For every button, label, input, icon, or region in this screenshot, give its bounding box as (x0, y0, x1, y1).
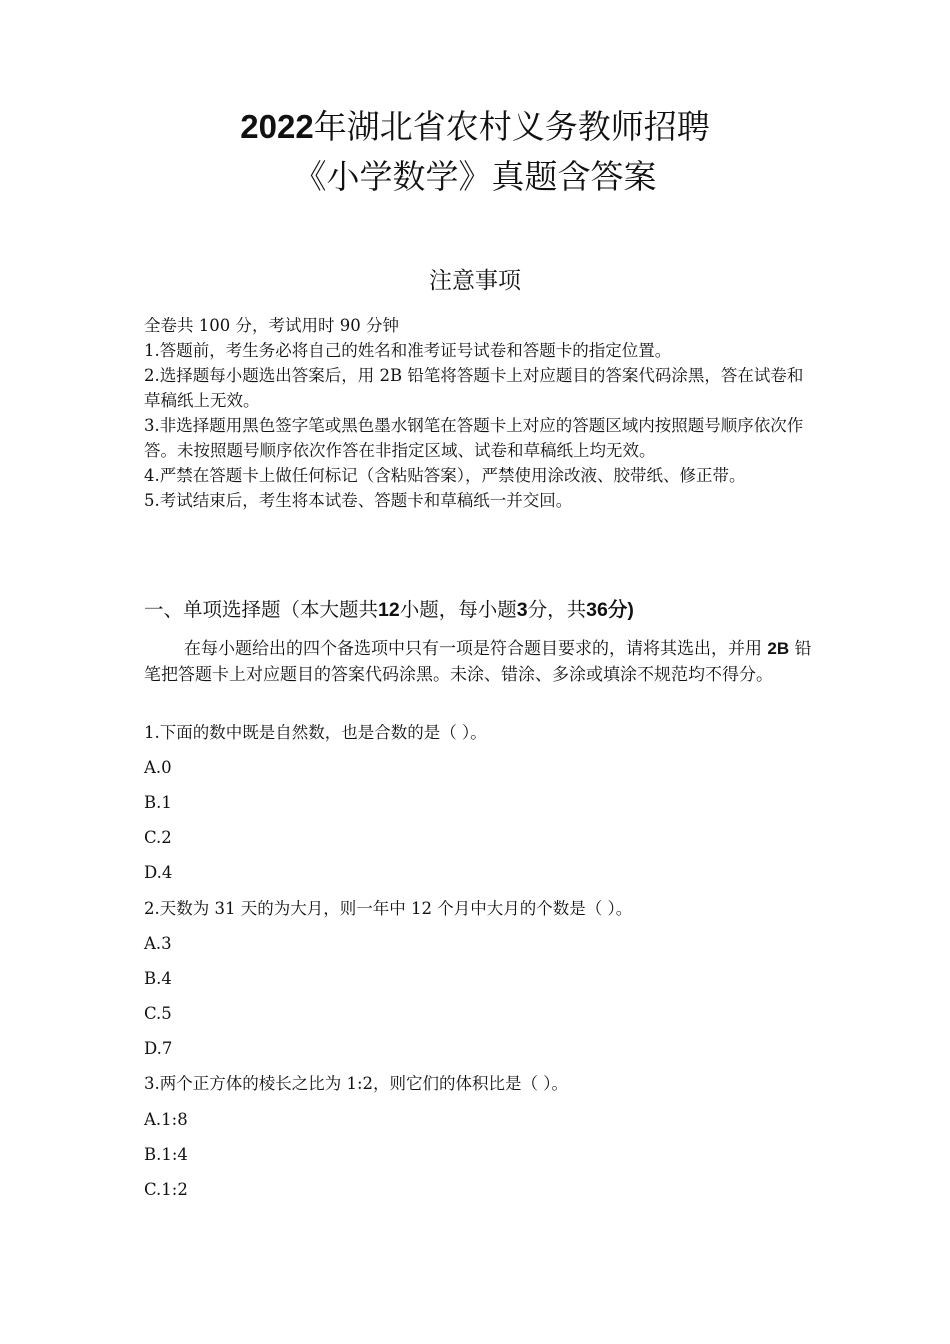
section-heading-text: 分) (607, 599, 634, 621)
total-points: 36 (586, 599, 608, 621)
document-title-line-1 (0, 107, 950, 147)
section-heading-text: 分，共 (527, 598, 587, 621)
question-3-option-b: B.1:4 (144, 1145, 188, 1164)
question-1-option-c: C.2 (144, 828, 172, 847)
notice-heading: 注意事项 (429, 268, 521, 294)
question-2-stem: 2.天数为 31 天的为大月，则一年中 12 个月中大月的个数是（ ）。 (144, 899, 633, 918)
title-year: 2022 (240, 108, 314, 145)
question-2-option-c: C.5 (144, 1004, 172, 1023)
section-heading-text: 小题，每小题 (399, 598, 517, 621)
question-2-option-d: D.7 (144, 1039, 173, 1058)
question-1-option-b: B.1 (144, 793, 172, 812)
question-1-stem: 1.下面的数中既是自然数，也是合数的是（ ）。 (144, 723, 487, 742)
section-heading-text: 一、单项选择题（本大题共 (144, 598, 379, 621)
points-per-question: 3 (516, 599, 528, 621)
question-2-option-b: B.4 (144, 969, 172, 988)
notice-list (144, 313, 814, 513)
notice-item: 3.非选择题用黑色签字笔或黑色墨水钢笔在答题卡上对应的答题区域内按照题号顺序依次作答。未按照题号顺序依次作答在非指定区域、试卷和草稿纸上均无效。 (144, 416, 804, 460)
question-1-option-a: A.0 (144, 758, 172, 777)
question-2-option-a: A.3 (144, 934, 172, 953)
title-line-1-text: 年湖北省农村义务教师招聘 (313, 107, 710, 146)
question-1-option-d: D.4 (144, 863, 173, 882)
document-title-line-2: 《小学数学》真题含答案 (293, 157, 657, 196)
question-3-stem: 3.两个正方体的棱长之比为 1:2，则它们的体积比是（ ）。 (144, 1074, 569, 1093)
question-3-option-a: A.1:8 (144, 1110, 188, 1129)
notice-item: 4.严禁在答题卡上做任何标记（含粘贴答案），严禁使用涂改液、胶带纸、修正带。 (144, 466, 746, 485)
notice-item: 1.答题前，考生务必将自己的姓名和准考证号试卷和答题卡的指定位置。 (144, 341, 672, 360)
question-3-option-c: C.1:2 (144, 1180, 188, 1199)
section-heading (144, 595, 844, 625)
notice-item: 5.考试结束后，考生将本试卷、答题卡和草稿纸一并交回。 (144, 491, 573, 510)
instructions-text: 在每小题给出的四个备选项中只有一项是符合题目要求的，请将其选出，并用 (184, 639, 762, 659)
notice-item: 全卷共 100 分，考试用时 90 分钟 (144, 316, 399, 335)
pencil-grade: 2B (767, 639, 790, 658)
notice-item: 2.选择题每小题选出答案后，用 2B 铅笔将答题卡上对应题目的答案代码涂黑，答在试卷和草稿纸上无效。 (144, 366, 804, 410)
question-count: 12 (378, 599, 400, 621)
instructions-text: 铅笔把答题卡上对应题目的答案代码涂黑。未涂、错涂、多涂或填涂不规范均不得分。 (144, 639, 812, 685)
section-instructions (144, 636, 814, 688)
